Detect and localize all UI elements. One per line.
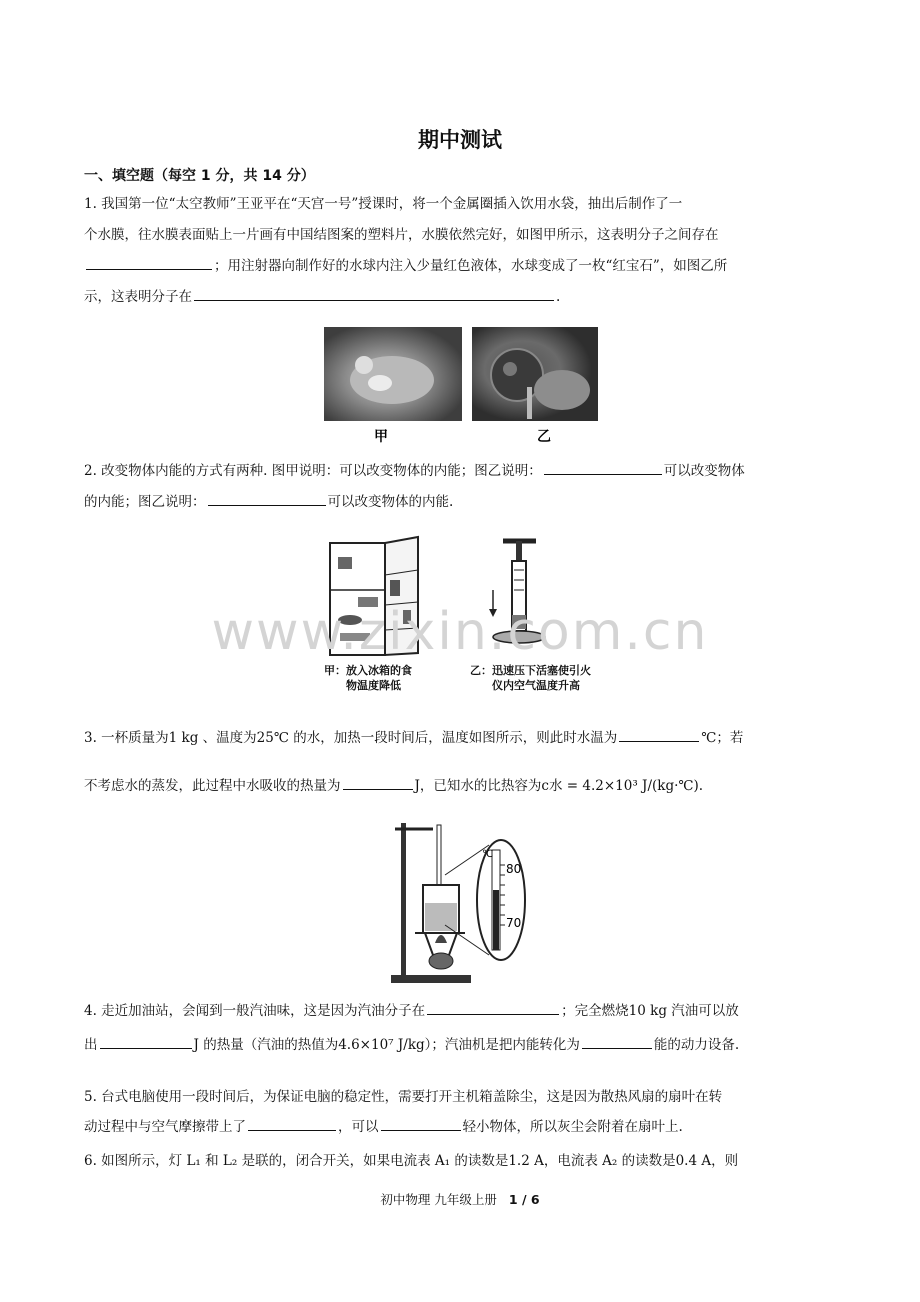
watermark: www.zixin.com.cn [211,602,709,662]
q2-line-1-text: 2. 改变物体内能的方式有两种. 图甲说明：可以改变物体的内能；图乙说明： [84,463,542,479]
question-6 [84,1146,836,1176]
q3-line-2-mid: J，已知水的比热容为 [414,778,542,794]
q5-line-2-end: 轻小物体，所以灰尘会附着在扇叶上. [462,1119,683,1135]
answer-blank[interactable] [427,1000,559,1015]
q2-line-1 [84,456,836,487]
figure-3-drawing [385,815,535,990]
figure-1-photos [322,325,612,450]
q4-line-1 [84,994,836,1028]
answer-blank[interactable] [248,1116,336,1131]
q1-period: . [556,289,561,305]
page-number: 1 / 6 [508,1192,540,1207]
q3-line-2-text: 不考虑水的蒸发，此过程中水吸收的热量为 [84,778,341,794]
question-2 [84,456,836,518]
answer-blank[interactable] [194,286,554,301]
caption-jia-line-2: 物温度降低 [346,679,401,692]
answer-blank[interactable] [86,255,212,270]
label-jia: 甲 [374,429,388,445]
q5-line-1: 5. 台式电脑使用一段时间后，为保证电脑的稳定性，需要打开主机箱盖除尘，这是因为散热风扇的扇叶在转 [84,1089,723,1105]
label-yi: 乙 [537,429,551,445]
answer-blank[interactable] [582,1034,652,1049]
q2-line-1-end: 可以改变物体 [663,463,745,479]
question-4 [84,994,836,1062]
q1-line-3 [84,251,836,282]
q3-line-1-text: 3. 一杯质量为1 kg 、温度为25℃ 的水，加热一段时间后，温度如图所示，则此时水温为 [84,730,618,746]
q1-line-3-text: ；用注射器向制作好的水球内注入少量红色液体，水球变成了一枚“红宝石”，如图乙所 [214,258,728,274]
specific-heat-formula: c水 = 4.2×10³ J/(kg·℃). [541,778,704,794]
scale-80: 80 [506,862,522,876]
footer-text: 初中物理 九年级上册 [380,1192,497,1207]
figure-3 [385,815,535,990]
scale-70: 70 [506,916,522,930]
question-1 [84,189,836,313]
q2-line-2-text: 的内能；图乙说明： [84,494,206,510]
q2-line-2 [84,487,836,518]
q4-line-2 [84,1028,836,1062]
answer-blank[interactable] [619,727,699,742]
q1-line-2: 个水膜，往水膜表面贴上一片画有中国结图案的塑料片，水膜依然完好，如图甲所示，这表明分子之间存在 [84,227,719,243]
section-heading: 一、填空题（每空 1 分，共 14 分） [84,168,315,184]
q5-line-2-mid: ，可以 [338,1119,379,1135]
q5-line-2 [84,1112,836,1142]
answer-blank[interactable] [100,1034,192,1049]
q1-line-4-text: 示，这表明分子在 [84,289,192,305]
caption-yi-line-1: 乙：迅速压下活塞使引火 [470,664,591,677]
q5-line-2-text: 动过程中与空气摩擦带上了 [84,1119,246,1135]
caption-yi [470,663,610,693]
page-title: 期中测试 [418,128,502,152]
question-3 [84,714,836,810]
q3-line-1-end: ℃；若 [701,730,744,746]
q4-line-2-end: 能的动力设备. [653,1037,740,1053]
q4-line-1-end: ；完全燃烧10 kg 汽油可以放 [561,1003,739,1019]
answer-blank[interactable] [343,775,413,790]
figure-1 [322,325,612,450]
answer-blank[interactable] [381,1116,461,1131]
q4-line-2-text: 出 [84,1037,98,1053]
q3-line-1 [84,714,836,762]
mercury-column [493,890,499,950]
q3-line-2 [84,762,836,810]
q4-line-1-text: 4. 走近加油站，会闻到一般汽油味，这是因为汽油分子在 [84,1003,426,1019]
q6-line-1: 6. 如图所示，灯 L₁ 和 L₂ 是联的，闭合开关，如果电流表 A₁ 的读数是1.2 A，电流表 A₂ 的读数是0.4 A，则 [84,1153,739,1169]
caption-jia-line-1: 甲：放入冰箱的食 [324,664,412,677]
q1-line-4 [84,282,836,313]
q1-line-1: 1. 我国第一位“太空教师”王亚平在“天宫一号”授课时，将一个金属圈插入饮用水袋，抽出后制作了一 [84,196,683,212]
q2-line-2-end: 可以改变物体的内能. [327,494,454,510]
answer-blank[interactable] [208,491,326,506]
caption-jia [324,663,439,693]
question-5 [84,1082,836,1142]
caption-yi-line-2: 仪内空气温度升高 [492,679,580,692]
scale-unit: ℃ [482,849,494,860]
q4-line-2-mid: J 的热量（汽油的热值为4.6×10⁷ J/kg）；汽油机是把内能转化为 [193,1037,580,1053]
page-footer [0,1190,920,1208]
answer-blank[interactable] [544,460,662,475]
